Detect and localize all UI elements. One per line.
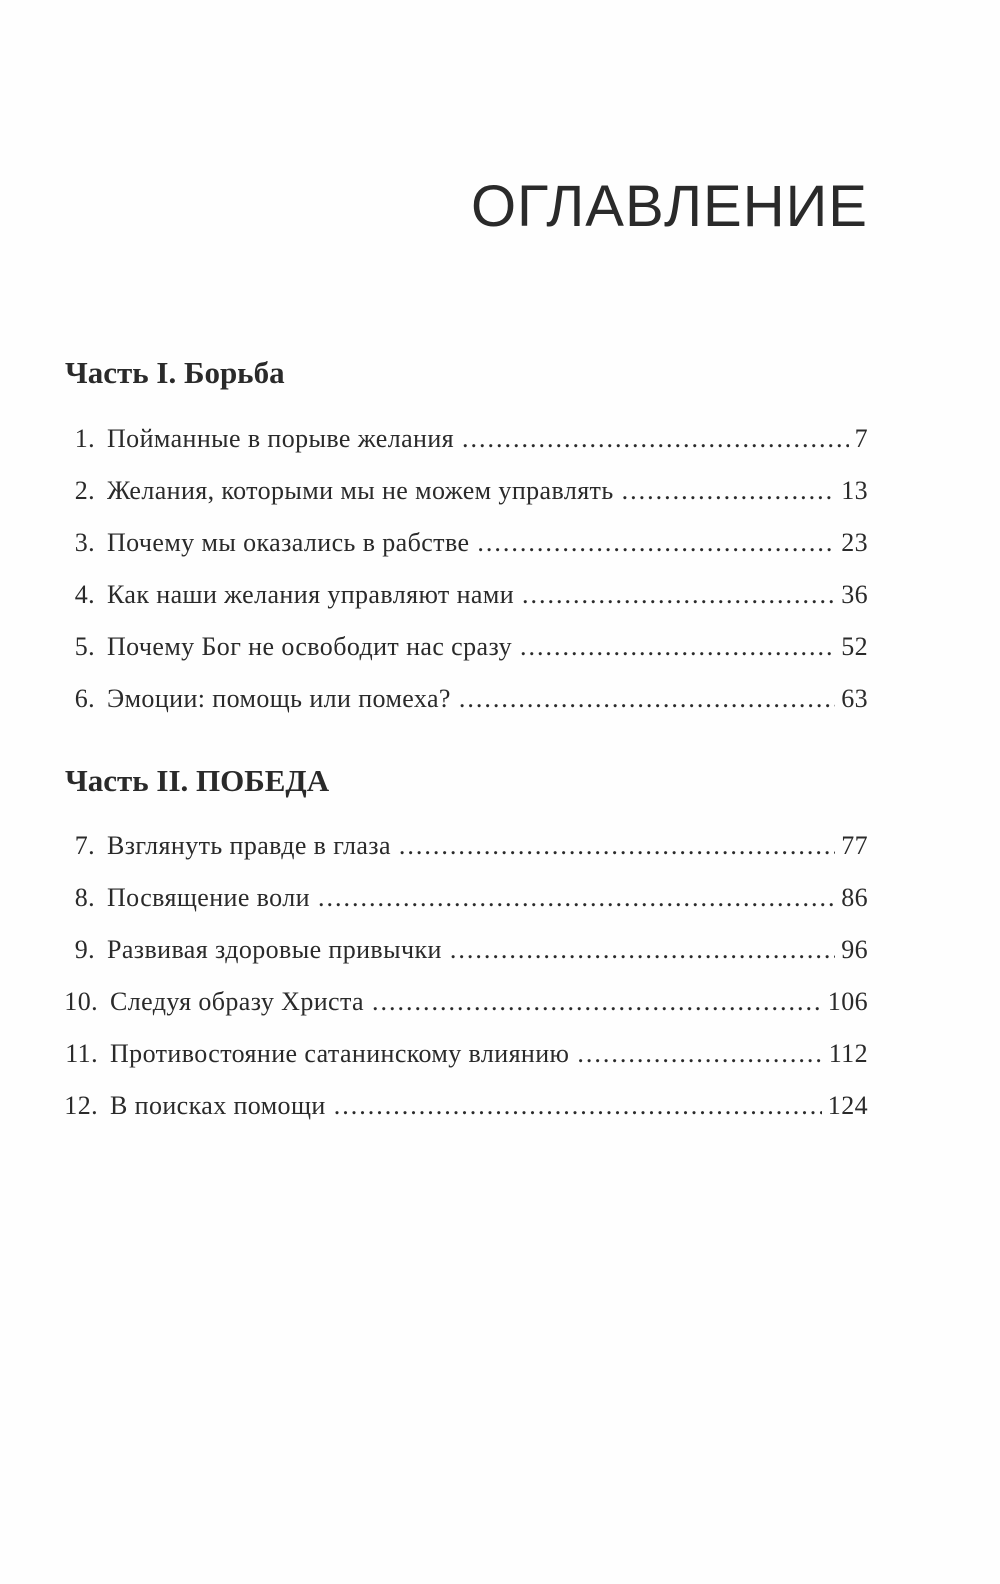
- dot-leader: [372, 987, 822, 1017]
- toc-entry[interactable]: [0, 424, 1000, 476]
- toc-entry[interactable]: [0, 632, 1000, 684]
- toc-entry[interactable]: [0, 831, 1000, 883]
- dot-leader: [450, 935, 835, 965]
- dot-leader: [399, 831, 835, 861]
- dot-leader: [459, 684, 835, 714]
- chapter-title: Желания, которыми мы не можем управлять: [107, 476, 614, 505]
- chapter-number: 9.: [74, 935, 95, 964]
- chapter-number: 4.: [74, 580, 95, 609]
- dot-leader: [522, 580, 835, 610]
- chapter-title: Развивая здоровые привычки: [107, 935, 442, 964]
- toc-entry[interactable]: [0, 987, 1000, 1039]
- toc-entry[interactable]: [0, 1039, 1000, 1091]
- page-number: 112: [828, 1039, 868, 1068]
- part-heading-1: Часть I. Борьба: [65, 355, 285, 390]
- chapter-title: Как наши желания управляют нами: [107, 580, 515, 609]
- page-number: 63: [841, 684, 868, 713]
- chapter-title: Следуя образу Христа: [110, 987, 364, 1016]
- toc-entry[interactable]: [0, 476, 1000, 528]
- chapter-list-part-2: [0, 831, 1000, 1143]
- toc-entry[interactable]: [0, 935, 1000, 987]
- page-number: 77: [841, 831, 868, 860]
- toc-entry[interactable]: [0, 1091, 1000, 1143]
- chapter-number: 10.: [64, 987, 98, 1016]
- page-number: 13: [841, 476, 868, 505]
- chapter-title: Взглянуть правде в глаза: [107, 831, 391, 860]
- page-number: 124: [827, 1091, 868, 1120]
- chapter-number: 8.: [74, 883, 95, 912]
- page-number: 7: [854, 424, 868, 453]
- page-title: ОГЛАВЛЕНИЕ: [470, 174, 868, 239]
- chapter-title: Пойманные в порыве желания: [107, 424, 455, 453]
- chapter-title: Почему Бог не освободит нас сразу: [107, 632, 512, 661]
- chapter-number: 12.: [64, 1091, 98, 1120]
- dot-leader: [520, 632, 835, 662]
- chapter-number: 11.: [65, 1039, 98, 1068]
- toc-entry[interactable]: [0, 580, 1000, 632]
- chapter-number: 6.: [74, 684, 95, 713]
- toc-entry[interactable]: [0, 684, 1000, 736]
- dot-leader: [622, 476, 836, 506]
- page-number: 96: [841, 935, 868, 964]
- chapter-number: 2.: [74, 476, 95, 505]
- page-number: 106: [827, 987, 868, 1016]
- chapter-title: В поисках помощи: [110, 1091, 326, 1120]
- dot-leader: [577, 1039, 822, 1069]
- toc-entry[interactable]: [0, 528, 1000, 580]
- chapter-number: 3.: [74, 528, 95, 557]
- page-number: 86: [841, 883, 868, 912]
- chapter-number: 5.: [74, 632, 95, 661]
- page-number: 23: [841, 528, 868, 557]
- part-heading-2: Часть II. ПОБЕДА: [65, 763, 330, 798]
- chapter-list-part-1: [0, 424, 1000, 736]
- chapter-title: Почему мы оказались в рабстве: [107, 528, 470, 557]
- toc-entry[interactable]: [0, 883, 1000, 935]
- page-number: 36: [841, 580, 868, 609]
- chapter-title: Противостояние сатанинскому влиянию: [110, 1039, 570, 1068]
- dot-leader: [318, 883, 835, 913]
- chapter-title: Посвящение воли: [107, 883, 310, 912]
- page-number: 52: [841, 632, 868, 661]
- dot-leader: [477, 528, 835, 558]
- dot-leader: [462, 424, 849, 454]
- chapter-number: 1.: [74, 424, 95, 453]
- dot-leader: [334, 1091, 822, 1121]
- chapter-title: Эмоции: помощь или помеха?: [107, 684, 451, 713]
- chapter-number: 7.: [74, 831, 95, 860]
